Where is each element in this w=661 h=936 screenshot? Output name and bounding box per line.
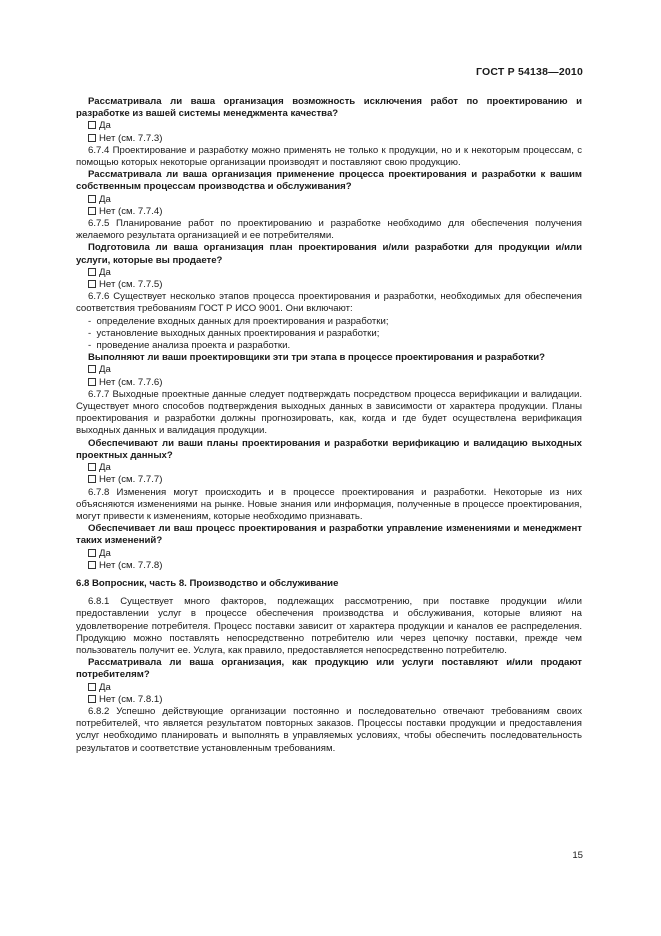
answer-option[interactable]: [76, 120, 582, 132]
checkbox-icon[interactable]: [88, 207, 96, 215]
checkbox-icon[interactable]: [88, 121, 96, 129]
bullet-dash: -: [88, 327, 97, 339]
question-label: Рассматривала ли ваша организация возможность исключения работ по проектированию и разработке из вашей системы менеджмента качества?: [76, 96, 582, 120]
checkbox-icon[interactable]: [88, 280, 96, 288]
document-body: [76, 96, 582, 755]
answer-label: Да: [99, 364, 111, 376]
question-text: [76, 169, 582, 193]
checkbox-icon[interactable]: [88, 695, 96, 703]
checkbox-icon[interactable]: [88, 378, 96, 386]
answer-label: Да: [99, 547, 111, 559]
question-label: Рассматривала ли ваша организация применение процесса проектирования и разработки к вашим собственным процессам производства и обслуживания?: [76, 169, 582, 193]
answer-label: Да: [99, 681, 111, 693]
paragraph-text: 6.7.8 Изменения могут происходить и в процессе проектирования и разработки. Некоторые из них объясняются изменениями на рынке. Новые знания или информация, полученные в процессе проектирования, могут привести к изменениям, которые необходимо признавать.: [76, 486, 582, 522]
question-text: [76, 96, 582, 120]
answer-option[interactable]: [76, 267, 582, 279]
answer-option[interactable]: [76, 194, 582, 206]
answer-option[interactable]: [76, 682, 582, 694]
body-paragraph: [76, 389, 582, 438]
question-text: [76, 523, 582, 547]
checkbox-icon[interactable]: [88, 561, 96, 569]
answer-option[interactable]: [76, 279, 582, 291]
body-paragraph: [76, 596, 582, 657]
bullet-dash: -: [88, 340, 97, 352]
answer-label: Нет (см. 7.7.6): [99, 376, 163, 388]
section-heading-text: 6.8 Вопросник, часть 8. Производство и обслуживание: [76, 577, 339, 589]
document-code: ГОСТ Р 54138—2010: [475, 66, 583, 78]
answer-option[interactable]: [76, 462, 582, 474]
checkbox-icon[interactable]: [88, 463, 96, 471]
question-text: [76, 352, 582, 364]
body-paragraph: [76, 145, 582, 169]
answer-label: Нет (см. 7.7.4): [99, 205, 163, 217]
paragraph-text: 6.7.5 Планирование работ по проектированию и разработке необходимо для обеспечения получения желаемого результата организацией и ее потребителями.: [76, 218, 582, 242]
section-heading: [76, 578, 582, 590]
answer-option[interactable]: [76, 694, 582, 706]
question-text: [76, 657, 582, 681]
answer-label: Да: [99, 120, 111, 132]
answer-option[interactable]: [76, 548, 582, 560]
page-number: 15: [572, 850, 583, 861]
list-item-text: проведение анализа проекта и разработки.: [96, 340, 291, 352]
paragraph-text: 6.7.4 Проектирование и разработку можно применять не только к продукции, но и к некоторым процессам, с помощью которых некоторые организации производят и поставляют свою продукцию.: [76, 144, 582, 169]
checkbox-icon[interactable]: [88, 549, 96, 557]
question-label: Обеспечивает ли ваш процесс проектирования и разработки управление изменениями и менеджмент таких изменений?: [76, 523, 582, 547]
checkbox-icon[interactable]: [88, 134, 96, 142]
answer-option[interactable]: [76, 364, 582, 376]
answer-option[interactable]: [76, 560, 582, 572]
answer-label: Да: [99, 193, 111, 205]
list-item-text: установление выходных данных проектирования и разработки;: [96, 327, 380, 339]
paragraph-text: 6.7.7 Выходные проектные данные следует подтверждать посредством процесса верификации и валидации. Существует много способов подтверждения выходных данных в зависимости от характера продукции. Планы проектирования и разработки должны прогнозировать, как, когда и где будет осуществлена верификация выходных данных и валидация продукции.: [76, 388, 582, 437]
answer-option[interactable]: [76, 206, 582, 218]
checkbox-icon[interactable]: [88, 475, 96, 483]
question-label: Рассматривала ли ваша организация, как продукцию или услуги поставляют и/или продают потребителям?: [76, 657, 582, 681]
answer-option[interactable]: [76, 133, 582, 145]
question-text: [76, 242, 582, 266]
body-paragraph: [76, 487, 582, 524]
answer-label: Нет (см. 7.7.8): [99, 559, 163, 571]
question-label: Подготовила ли ваша организация план проектирования и/или разработки для продукции и/или услуги, которые вы продаете?: [76, 242, 582, 266]
question-label: Выполняют ли ваши проектировщики эти три этапа в процессе проектирования и разработки?: [88, 352, 545, 364]
answer-option[interactable]: [76, 377, 582, 389]
paragraph-text: 6.8.2 Успешно действующие организации постоянно и последовательно отвечают требованиям своих потребителей, что является результатом повторных заказов. Процессы поставки продукции и предоставления услуг необходимо планировать и выполнять в управляемых условиях, чтобы обеспечить последовательность результатов и соответствие установленным требованиям.: [76, 705, 582, 754]
question-label: Обеспечивают ли ваши планы проектирования и разработки верификацию и валидацию выходных проектных данных?: [76, 437, 582, 461]
body-paragraph: [76, 291, 582, 315]
answer-option[interactable]: [76, 474, 582, 486]
checkbox-icon[interactable]: [88, 683, 96, 691]
list-item-text: определение входных данных для проектирования и разработки;: [96, 315, 389, 327]
checkbox-icon[interactable]: [88, 268, 96, 276]
checkbox-icon[interactable]: [88, 195, 96, 203]
body-paragraph: [76, 706, 582, 755]
bullet-dash: -: [88, 315, 97, 327]
paragraph-text: 6.7.6 Существует несколько этапов процесса проектирования и разработки, необходимых для обеспечения соответствия требованиям ГОСТ Р ИСО 9001. Они включают:: [76, 291, 582, 315]
checkbox-icon[interactable]: [88, 365, 96, 373]
paragraph-text: 6.8.1 Существует много факторов, подлежащих рассмотрению, при поставке продукции и/или предоставлении услуг в процессе обеспечения производства и обслуживания, которые влияют на удовлетворение потребителя. Процесс поставки зависит от характера продукции и каналов ее распределения. Продукцию можно поставлять непосредственно потребителю или через цепочку поставки, прежде чем пользователь получит ее. Услуга, как правило, предоставляется непосредственно потребителю.: [76, 596, 582, 656]
list-item: [76, 328, 582, 340]
answer-label: Да: [99, 462, 111, 474]
answer-label: Да: [99, 266, 111, 278]
body-paragraph: [76, 218, 582, 242]
question-text: [76, 438, 582, 462]
answer-label: Нет (см. 7.7.3): [99, 132, 163, 144]
answer-label: Нет (см. 7.7.5): [99, 279, 163, 291]
list-item: [76, 340, 582, 352]
answer-label: Нет (см. 7.7.7): [99, 474, 163, 486]
answer-label: Нет (см. 7.8.1): [99, 693, 163, 705]
list-item: [76, 316, 582, 328]
